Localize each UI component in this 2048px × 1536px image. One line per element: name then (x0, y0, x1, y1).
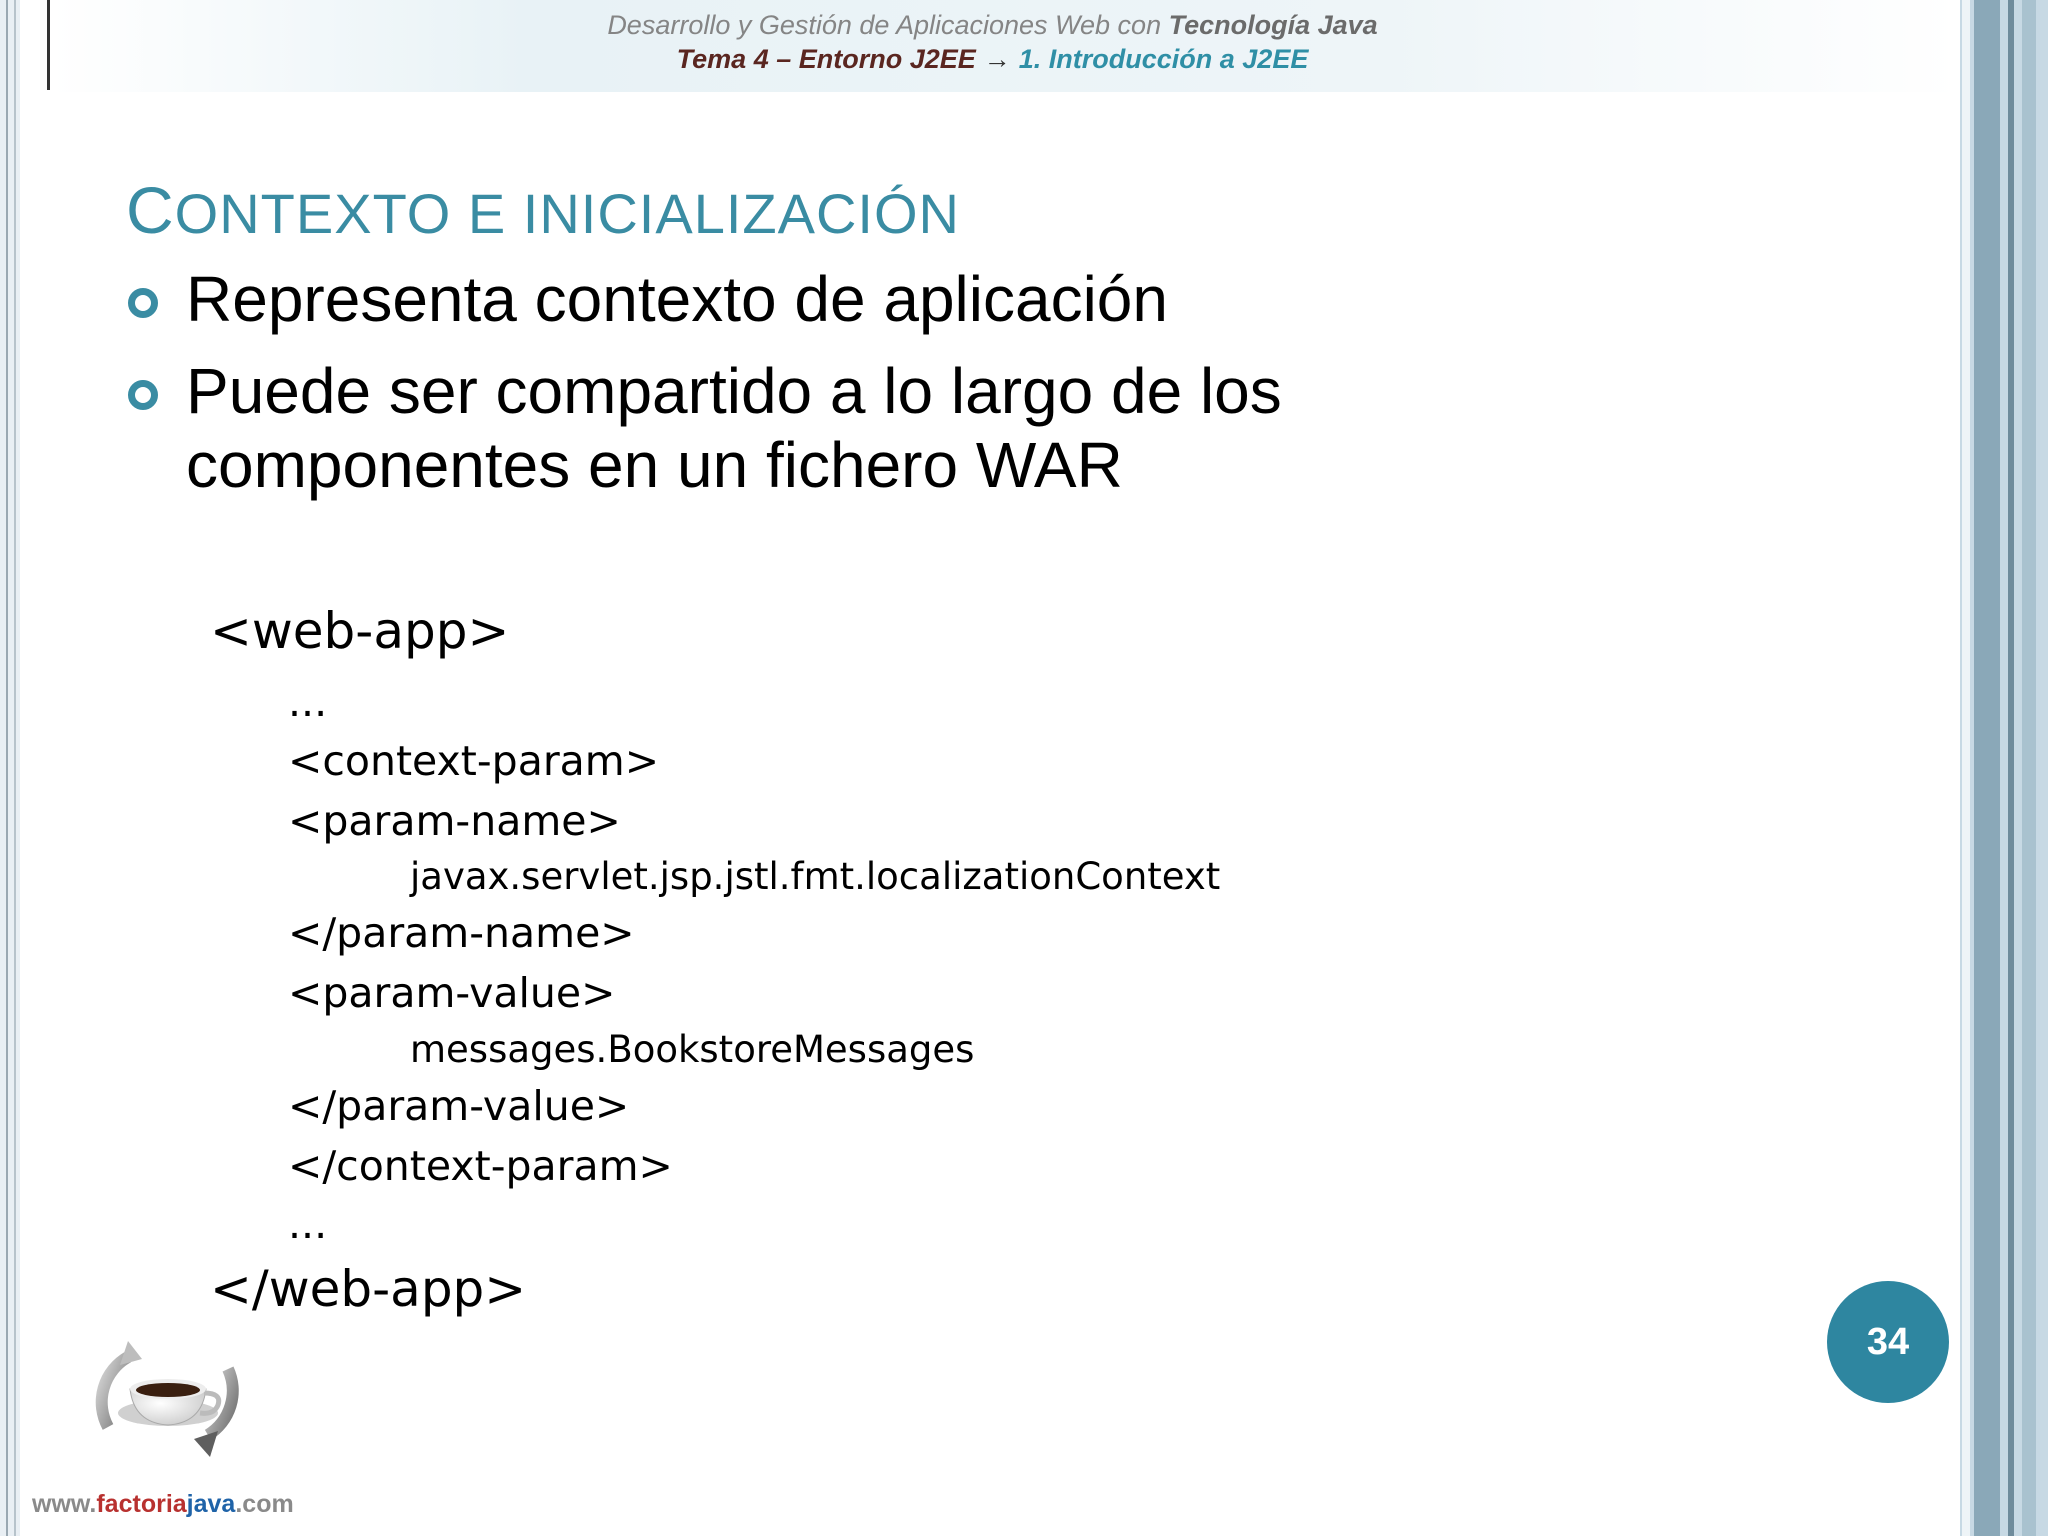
code-line: </param-value> (288, 1082, 630, 1130)
slide-title-initial: C (126, 173, 175, 247)
code-line: </context-param> (288, 1142, 673, 1190)
slide-title-rest: ONTEXTO E INICIALIZACIÓN (174, 182, 960, 245)
code-line: </web-app> (210, 1260, 527, 1318)
code-line: ... (288, 678, 328, 726)
breadcrumb-section: 1. Introducción a J2EE (1018, 44, 1309, 74)
slide-title (126, 172, 960, 248)
bullet-text: Representa contexto de aplicación (186, 263, 1168, 335)
logo-suffix: .com (235, 1490, 294, 1518)
code-line: <context-param> (288, 737, 660, 785)
border-stripe (2008, 0, 2014, 1536)
bullet-circle-icon (128, 380, 158, 410)
course-title-emphasis: Tecnología Java (1168, 10, 1378, 40)
breadcrumb-tema: Tema 4 – Entorno J2EE (676, 44, 976, 74)
code-line: <param-name> (288, 797, 621, 845)
code-line: <web-app> (210, 602, 510, 660)
code-line: messages.BookstoreMessages (410, 1028, 975, 1071)
course-title (0, 10, 1985, 41)
course-title-prefix: Desarrollo y Gestión de Aplicaciones Web con (607, 10, 1169, 40)
breadcrumb (0, 44, 1985, 75)
bullet-item (126, 354, 1446, 502)
logo-factoria: factoria (96, 1490, 187, 1518)
border-stripe (2022, 0, 2036, 1536)
website-logo-text (32, 1490, 294, 1519)
left-frame (0, 0, 20, 1536)
bullet-list (126, 262, 1726, 520)
code-line: javax.servlet.jsp.jstl.fmt.localizationContext (410, 855, 1221, 898)
code-line: ... (288, 1200, 328, 1248)
code-line: </param-name> (288, 909, 635, 957)
logo-prefix: www. (32, 1490, 97, 1518)
arrow-right-icon: → (983, 44, 1011, 74)
bullet-item (126, 262, 1726, 336)
coffee-cup-logo-icon (90, 1335, 250, 1465)
border-stripe (1974, 0, 2000, 1536)
bullet-circle-icon (128, 288, 158, 318)
left-frame-line (14, 0, 16, 1536)
border-stripe (1962, 0, 1970, 1536)
right-decorative-border (1960, 0, 2048, 1536)
page-number-badge: 34 (1827, 1281, 1949, 1403)
code-line: <param-value> (288, 969, 616, 1017)
logo-java: java (186, 1490, 236, 1518)
left-frame-line (6, 0, 8, 1536)
bullet-text: Puede ser compartido a lo largo de los componentes en un fichero WAR (186, 355, 1282, 501)
